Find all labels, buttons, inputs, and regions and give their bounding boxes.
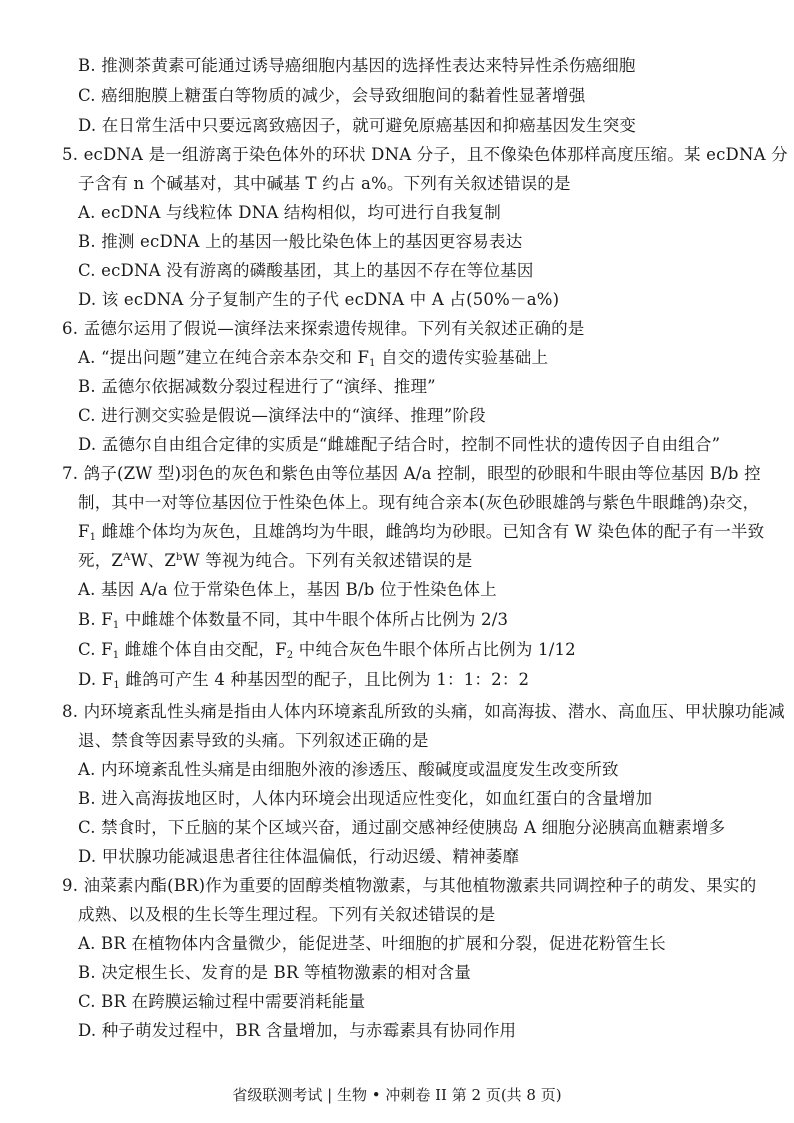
q8-option-b: B. 进入高海拔地区时，人体内环境会出现适应性变化，如血红蛋白的含量增加 (78, 789, 653, 808)
q6-option-d: D. 孟德尔自由组合定律的实质是“雌雄配子结合时，控制不同性状的遗传因子自由组合” (78, 435, 721, 454)
q9-stem-line1: 9. 油菜素内酯(BR)作为重要的固醇类植物激素，与其他植物激素共同调控种子的萌发、果实的 (62, 876, 757, 895)
q8-stem-line1: 8. 内环境紊乱性头痛是指由人体内环境紊乱所致的头痛，如高海拔、潜水、高血压、甲状腺功能减 (62, 702, 785, 721)
q7-stem-line2: 制，其中一对等位基因位于性染色体上。现有纯合亲本(灰色砂眼雄鸽与紫色牛眼雌鸽)杂交， (78, 493, 760, 512)
q9-option-a: A. BR 在植物体内含量微少，能促进茎、叶细胞的扩展和分裂，促进花粉管生长 (78, 934, 666, 953)
q6-stem: 6. 孟德尔运用了假说—演绎法来探索遗传规律。下列有关叙述正确的是 (62, 319, 585, 338)
page-footer: 省级联测考试 | 生物 • 冲刺卷 II 第 2 页(共 8 页) (232, 1086, 562, 1104)
q4-option-c: C. 癌细胞膜上糖蛋白等物质的减少，会导致细胞间的黏着性显著增强 (78, 86, 586, 105)
q5-option-d: D. 该 ecDNA 分子复制产生的子代 ecDNA 中 A 占(50%－a%) (78, 290, 560, 309)
q9-option-c: C. BR 在跨膜运输过程中需要消耗能量 (78, 992, 366, 1011)
q5-stem-line2: 子含有 n 个碱基对，其中碱基 T 约占 a%。下列有关叙述错误的是 (78, 174, 571, 193)
q9-option-b: B. 决定根生长、发育的是 BR 等植物激素的相对含量 (78, 963, 472, 982)
q6-option-b: B. 孟德尔依据减数分裂过程进行了“演绎、推理” (78, 377, 436, 396)
q7-option-a: A. 基因 A/a 位于常染色体上，基因 B/b 位于性染色体上 (78, 580, 497, 599)
q8-option-d: D. 甲状腺功能减退患者往往体温偏低，行动迟缓、精神萎靡 (78, 847, 520, 866)
q5-option-b: B. 推测 ecDNA 上的基因一般比染色体上的基因更容易表达 (78, 232, 523, 251)
q4-option-d: D. 在日常生活中只要远离致癌因子，就可避免原癌基因和抑癌基因发生突变 (78, 116, 637, 135)
q6-option-c: C. 进行测交实验是假说—演绎法中的“演绎、推理”阶段 (78, 406, 486, 425)
q7-stem-line4: 死，$Z^AW$、$Z^bW$ 等视为纯合。下列有关叙述错误的是 (78, 551, 473, 570)
q8-option-c: C. 禁食时，下丘脑的某个区域兴奋，通过副交感神经使胰岛 A 细胞分泌胰高血糖素增多 (78, 818, 726, 837)
q4-option-b: B. 推测茶黄素可能通过诱导癌细胞内基因的选择性表达来特异性杀伤癌细胞 (78, 56, 636, 75)
q7-stem-line1: 7. 鸽子(ZW 型)羽色的灰色和紫色由等位基因 A/a 控制，眼型的砂眼和牛眼由等位基因 B/b 控 (62, 464, 761, 483)
q7-option-b: B. $F_1$ 中雌雄个体数量不同，其中牛眼个体所占比例为 2/3 (78, 610, 509, 631)
q7-option-c: C. $F_1$ 雌雄个体自由交配，$F_2$ 中纯合灰色牛眼个体所占比例为 1/12 (78, 640, 576, 661)
q7-stem-line3: $F_1$ 雌雄个体均为灰色，且雄鸽均为牛眼，雌鸽均为砂眼。已知含有 W 染色体的配子有一半致 (78, 522, 765, 543)
q5-stem-line1: 5. ecDNA 是一组游离于染色体外的环状 DNA 分子，且不像染色体那样高度压缩。某 ecDNA 分 (62, 145, 788, 164)
q7-option-d: D. $F_1$ 雌鸽可产生 4 种基因型的配子，且比例为 1：1：2：2 (78, 670, 530, 691)
q5-option-a: A. ecDNA 与线粒体 DNA 结构相似，均可进行自我复制 (78, 203, 502, 222)
q5-option-c: C. ecDNA 没有游离的磷酸基团，其上的基因不存在等位基因 (78, 261, 534, 280)
q8-option-a: A. 内环境紊乱性头痛是由细胞外液的渗透压、酸碱度或温度发生改变所致 (78, 760, 619, 779)
q6-option-a: A. “提出问题”建立在纯合亲本杂交和 $F_1$ 自交的遗传实验基础上 (78, 348, 549, 369)
q9-option-d: D. 种子萌发过程中，BR 含量增加，与赤霉素具有协同作用 (78, 1021, 517, 1040)
q8-stem-line2: 退、禁食等因素导致的头痛。下列叙述正确的是 (78, 731, 429, 750)
q9-stem-line2: 成熟、以及根的生长等生理过程。下列有关叙述错误的是 (78, 905, 496, 924)
